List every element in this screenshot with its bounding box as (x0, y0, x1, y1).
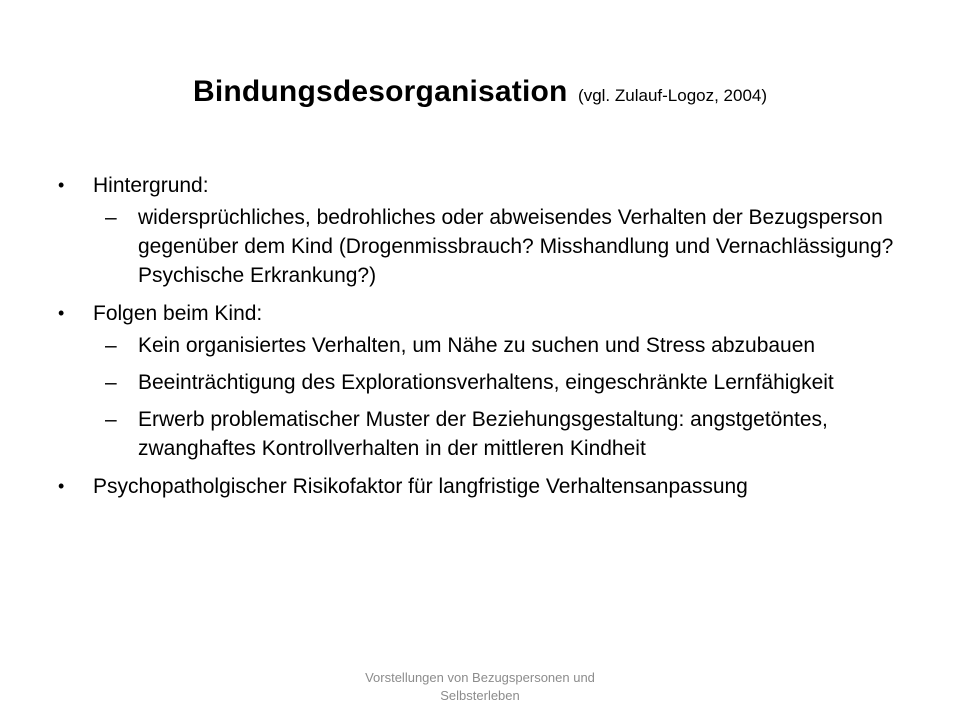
sub-item-text: Kein organisiertes Verhalten, um Nähe zu suchen und Stress abzubauen (138, 334, 816, 357)
sub-item (93, 203, 902, 290)
bullet-background (58, 171, 902, 290)
bullet-text: Psychopatholgischer Risikofaktor für langfristige Verhaltensanpassung (93, 475, 748, 498)
slide-footer (0, 669, 960, 705)
bullet-marker: • (58, 303, 65, 323)
sub-marker: – (105, 408, 117, 431)
sub-item (93, 405, 902, 463)
slide-title (0, 68, 960, 121)
sub-list (93, 331, 902, 463)
title-main: Bindungsdesorganisation (192, 75, 568, 108)
bullet-text: Folgen beim Kind: (93, 302, 263, 325)
sub-item (93, 368, 902, 397)
bullet-risk-factor (58, 472, 902, 501)
sub-marker: – (105, 371, 117, 394)
bullet-consequences (58, 299, 902, 463)
title-reference: (vgl. Zulauf-Logoz, 2004) (578, 86, 768, 105)
content-body (58, 171, 902, 510)
sub-item-text: Erwerb problematischer Muster der Beziehungsgestaltung: angstgetöntes, zwanghaftes Kontrollverhalten in der mittleren Kindheit (138, 408, 828, 460)
footer-text: Vorstellungen von Bezugspersonen und Selbsterleben (365, 670, 595, 703)
bullet-marker: • (58, 175, 65, 195)
sub-item-text: Beeinträchtigung des Explorationsverhaltens, eingeschränkte Lernfähigkeit (138, 371, 834, 394)
sub-marker: – (105, 334, 117, 357)
sub-item (93, 331, 902, 360)
sub-item-text: widersprüchliches, bedrohliches oder abweisendes Verhalten der Bezugsperson gegenüber dem Kind (Drogenmissbrauch? Misshandlung und Vernachlässigung? Psychische Erkrankung?) (138, 206, 894, 287)
bullet-text: Hintergrund: (93, 174, 209, 197)
sub-marker: – (105, 206, 117, 229)
sub-list (93, 203, 902, 290)
bullet-marker: • (58, 476, 65, 496)
